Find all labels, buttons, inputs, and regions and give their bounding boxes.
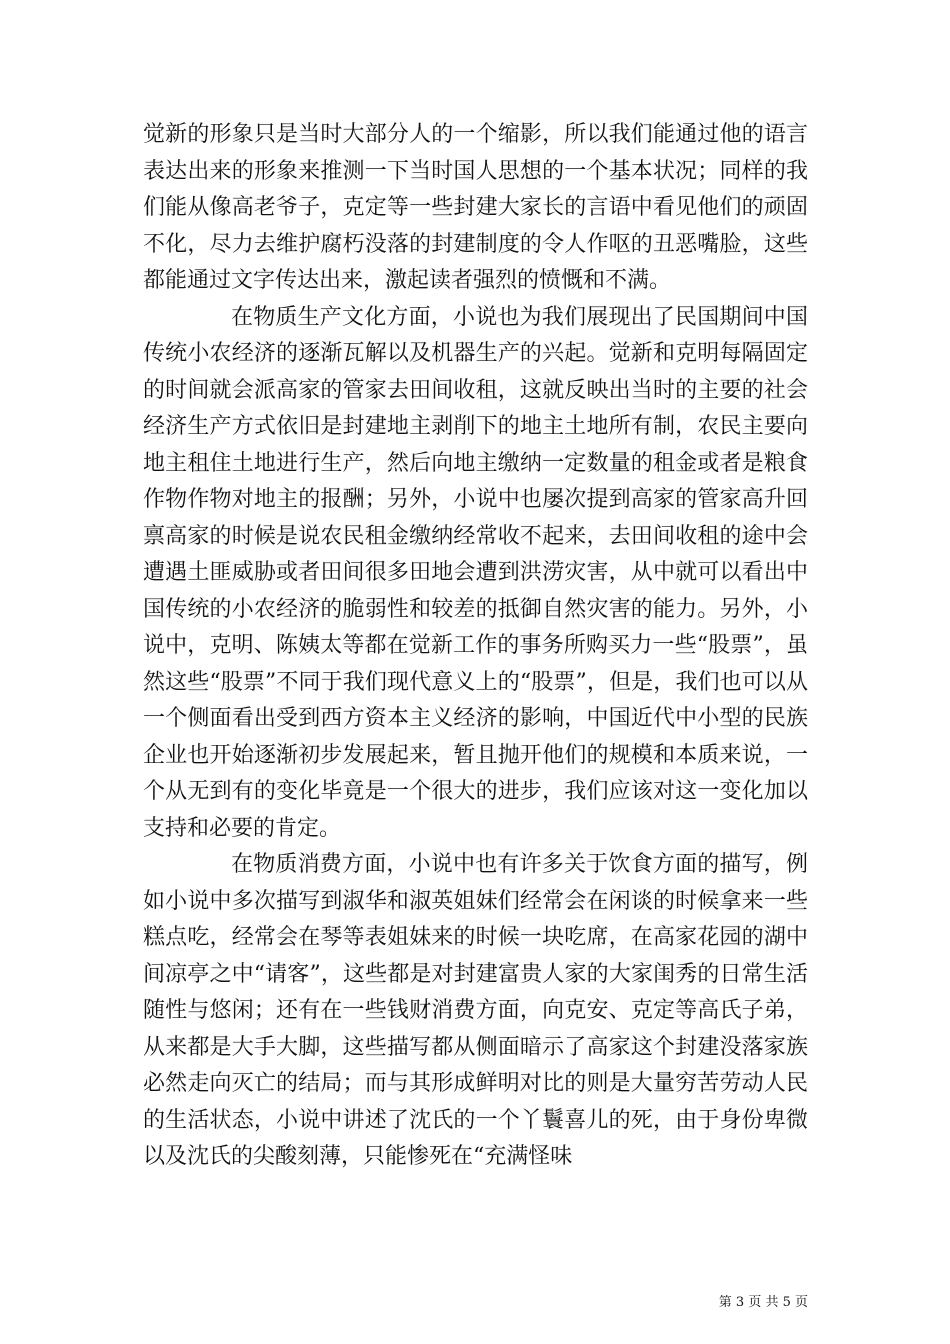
paragraph-2: 在物质生产文化方面，小说也为我们展现出了民国期间中国传统小农经济的逐渐瓦解以及机器生产的兴起。觉新和克明每隔固定的时间就会派高家的管家去田间收租，这就反映出当时的主要的社会经济生产方式依旧是封建地主剥削下的地主土地所有制，农民主要向地主租住土地进行生产，然后向地主缴纳一定数量的租金或者是粮食作物作物对地主的报酬；另外，小说中也屡次提到高家的管家高升回禀高家的时候是说农民租金缴纳经常收不起来，去田间收租的途中会遭遇土匪威胁或者田间很多田地会遭到洪涝灾害，从中就可以看出中国传统的小农经济的脆弱性和较差的抵御自然灾害的能力。另外，小说中，克明、陈姨太等都在觉新工作的事务所购买力一些“股票”，虽然这些“股票”不同于我们现代意义上的“股票”，但是，我们也可以从一个侧面看出受到西方资本主义经济的影响，中国近代中小型的民族企业也开始逐渐初步发展起来，暂且抛开他们的规模和本质来说，一个从无到有的变化毕竟是一个很大的进步，我们应该对这一变化加以支持和必要的肯定。 xyxy=(143,304,808,841)
paragraph-1: 觉新的形象只是当时大部分人的一个缩影，所以我们能通过他的语言表达出来的形象来推测一下当时国人思想的一个基本状况；同样的我们能从像高老爷子，克定等一些封建大家长的言语中看见他们的顽固不化，尽力去维护腐朽没落的封建制度的令人作呕的丑恶嘴脸，这些都能通过文字传达出来，激起读者强烈的愤慨和不满。 xyxy=(143,122,808,293)
body-text xyxy=(143,117,808,1176)
page-number-footer: 第 3 页 共 5 页 xyxy=(718,1295,808,1310)
paragraph-3: 在物质消费方面，小说中也有许多关于饮食方面的描写，例如小说中多次描写到淑华和淑英姐妹们经常会在闲谈的时候拿来一些糕点吃，经常会在琴等表姐妹来的时候一块吃席，在高家花园的湖中间凉亭之中“请客”，这些都是对封建富贵人家的大家闺秀的日常生活随性与悠闲；还有在一些钱财消费方面，向克安、克定等高氏子弟，从来都是大手大脚，这些描写都从侧面暗示了高家这个封建没落家族必然走向灭亡的结局；而与其形成鲜明对比的则是大量穷苦劳动人民的生活状态，小说中讲述了沈氏的一个丫鬟喜儿的死，由于身份卑微以及沈氏的尖酸刻薄，只能惨死在“充满怪味 xyxy=(143,852,808,1169)
